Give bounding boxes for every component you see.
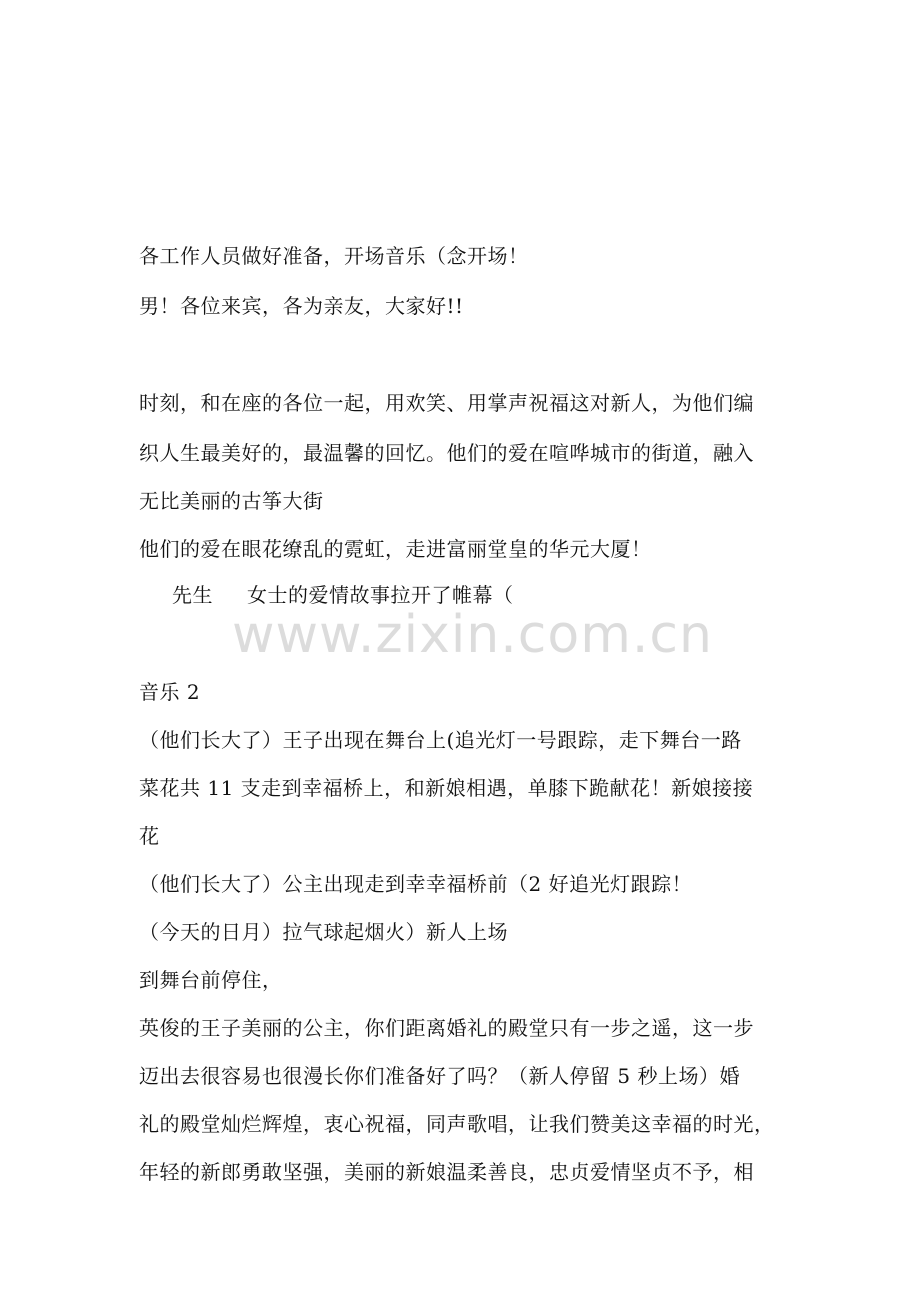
watermark: www.zixin.com.cn: [232, 605, 713, 665]
text-line: 音乐 2: [139, 680, 201, 704]
text-line: 礼的殿堂灿烂辉煌，衷心祝福，同声歌唱，让我们赞美这幸福的时光，: [139, 1112, 775, 1136]
text-line: 他们的爱在眼花缭乱的霓虹，走进富丽堂皇的华元大厦！: [139, 537, 652, 561]
text-line: 年轻的新郎勇敢坚强，美丽的新娘温柔善良，忠贞爱情坚贞不予，相: [139, 1160, 754, 1184]
text-line: （他们长大了）公主出现走到幸幸福桥前（2 好追光灯跟踪！: [139, 872, 693, 896]
text-line: 英俊的王子美丽的公主，你们距离婚礼的殿堂只有一步之遥，这一步: [139, 1016, 754, 1040]
text-line: （今天的日月）拉气球起烟火）新人上场: [139, 920, 508, 944]
text-line: 迈出去很容易也很漫长你们准备好了吗？（新人停留 5 秒上场）婚: [139, 1064, 740, 1088]
text-fragment: 先生: [172, 583, 213, 607]
text-line: 无比美丽的古筝大街: [139, 489, 324, 513]
text-line: 到舞台前停住，: [139, 968, 283, 992]
text-line: （他们长大了）王子出现在舞台上(追光灯一号跟踪，走下舞台一路: [139, 728, 742, 752]
text-line: 各工作人员做好准备，开场音乐（念开场！: [139, 244, 529, 268]
text-line: 花: [139, 824, 160, 848]
text-line: 时刻，和在座的各位一起，用欢笑、用掌声祝福这对新人，为他们编: [139, 391, 754, 415]
text-line: 织人生最美好的，最温馨的回忆。他们的爱在喧哗城市的街道，融入: [139, 441, 754, 465]
text-line: 菜花共 11 支走到幸福桥上，和新娘相遇，单膝下跪献花！新娘接接: [139, 776, 754, 800]
text-fragment: 女士的爱情故事拉开了帷幕（: [247, 583, 514, 607]
text-line: 男！各位来宾，各为亲友，大家好!!: [139, 294, 464, 318]
